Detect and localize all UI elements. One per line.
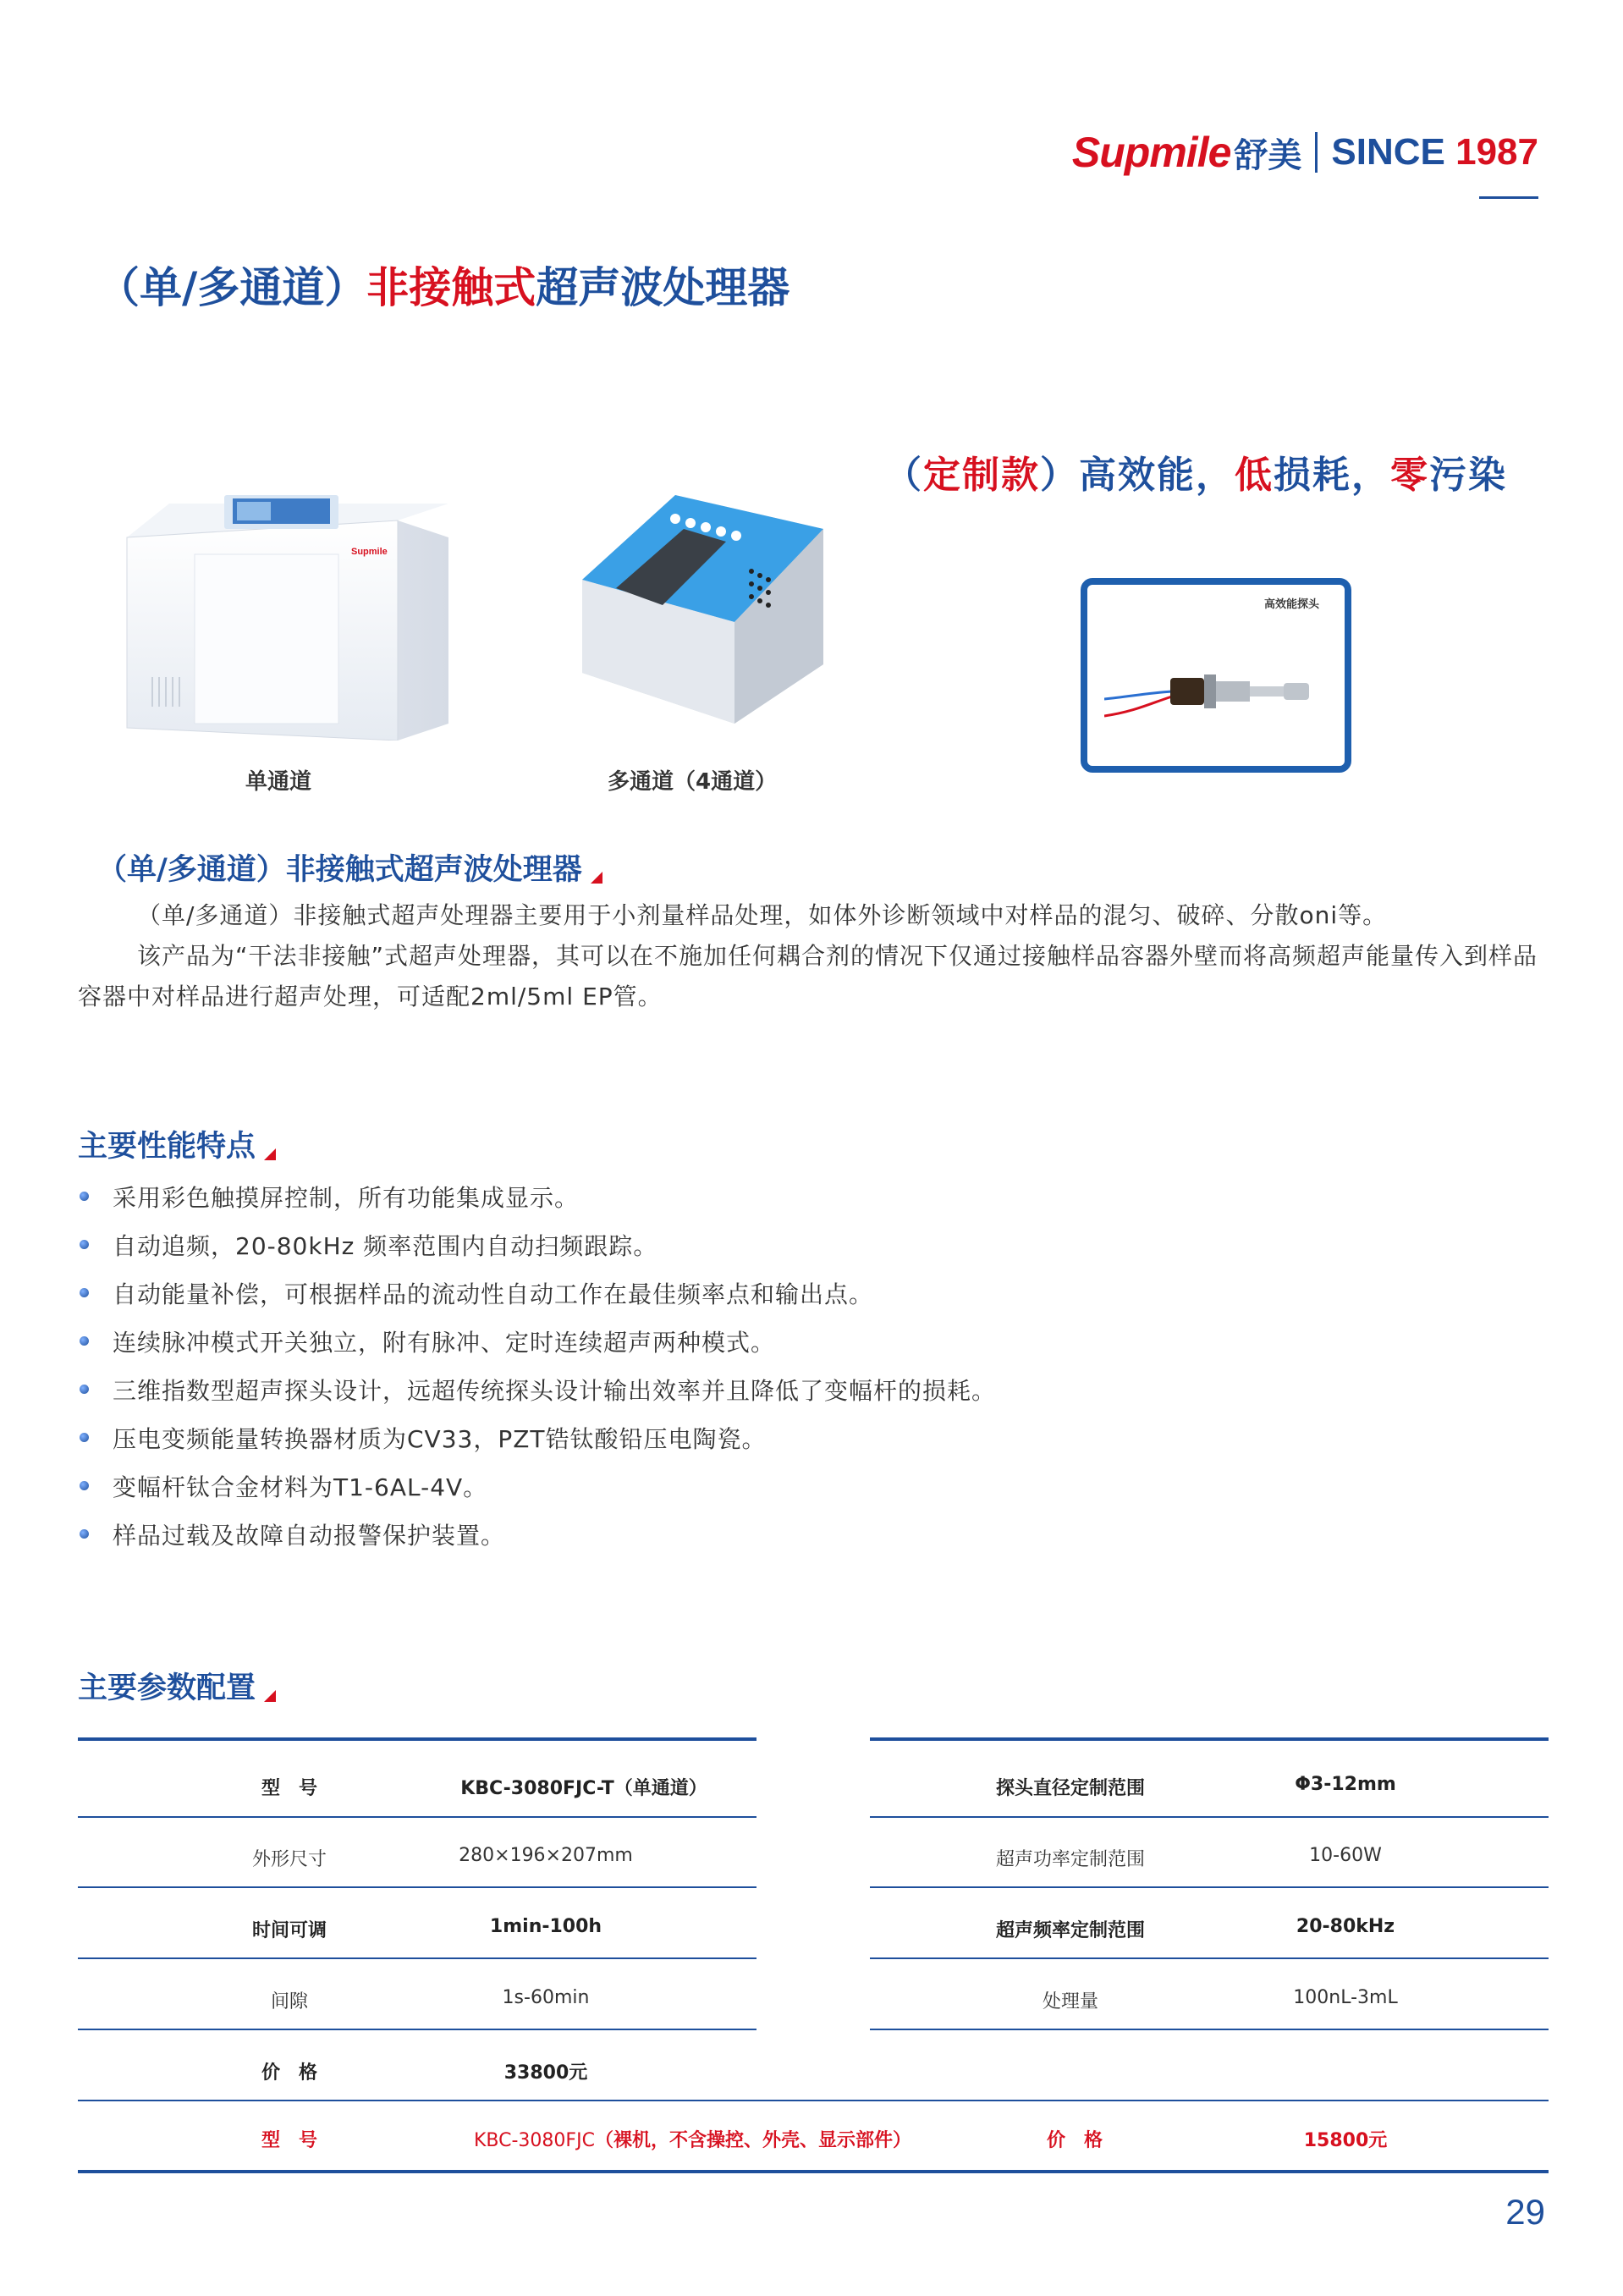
param-key: 间隙 bbox=[270, 1991, 308, 2012]
param-key: 外形尺寸 bbox=[251, 1849, 327, 1870]
table-top-rule-right bbox=[870, 1737, 1549, 1741]
intro-paragraph-2: 该产品为“干法非接触”式超声处理器，其可以在不施加任何耦合剂的情况下仅通过接触样品容器外壁而将高频超声能量传入到样品容器中对样品进行超声处理，可适配2ml/5ml EP管。 bbox=[78, 942, 1538, 1010]
bare-price-value: 15800元 bbox=[1303, 2130, 1388, 2151]
table-row-rule bbox=[78, 1816, 756, 1818]
bare-model-note: （裸机，不含操控、外壳、显示部件） bbox=[594, 2130, 911, 2151]
list-item bbox=[78, 1510, 1516, 1558]
param-key: 处理量 bbox=[1042, 1991, 1098, 2012]
single-channel-product-image bbox=[118, 487, 457, 741]
list-item bbox=[78, 1269, 1516, 1317]
param-value: 33800元 bbox=[503, 2062, 588, 2084]
table-row-rule bbox=[870, 1957, 1549, 1959]
table-row-rule bbox=[78, 2100, 1549, 2101]
slogan-part: 污染 bbox=[1429, 454, 1507, 497]
since-label: SINCE bbox=[1331, 131, 1445, 173]
list-item bbox=[78, 1220, 1516, 1269]
bare-model-code: KBC-3080FJC bbox=[474, 2130, 595, 2151]
bullet-icon bbox=[80, 1192, 89, 1201]
since-year: 1987 bbox=[1455, 131, 1538, 173]
brand-logo: Supmile bbox=[1071, 129, 1231, 176]
slogan-part: 定制款 bbox=[923, 454, 1040, 497]
brand-divider bbox=[1315, 132, 1318, 173]
slogan-part: 损耗， bbox=[1274, 454, 1390, 497]
bare-price-key: 价 格 bbox=[1046, 2130, 1103, 2151]
brand-since bbox=[1331, 131, 1538, 173]
features-heading bbox=[78, 1123, 276, 1165]
param-value: KBC-3080FJC-T（单通道） bbox=[460, 1778, 707, 1799]
probe-label: 高效能探头 bbox=[1263, 598, 1319, 611]
intro-heading-text: （单/多通道）非接触式超声波处理器 bbox=[97, 853, 582, 887]
table-row-rule bbox=[78, 2029, 756, 2030]
param-key: 价 格 bbox=[261, 2062, 317, 2084]
page-number: 29 bbox=[1505, 2192, 1545, 2232]
table-row-rule bbox=[870, 1886, 1549, 1888]
table-top-rule-left bbox=[78, 1737, 756, 1741]
list-item bbox=[78, 1462, 1516, 1510]
feature-text: 样品过载及故障自动报警保护装置。 bbox=[113, 1521, 506, 1550]
intro-paragraph-1: （单/多通道）非接触式超声处理器主要用于小剂量样品处理，如体外诊断领域中对样品的混匀、破碎、分散oni等。 bbox=[137, 901, 1388, 929]
param-key: 型 号 bbox=[261, 1778, 317, 1799]
table-row-rule bbox=[870, 1816, 1549, 1818]
multi-channel-caption: 多通道（4通道） bbox=[608, 769, 778, 795]
single-channel-caption: 单通道 bbox=[245, 769, 312, 795]
feature-text: 压电变频能量转换器材质为CV33，PZT锆钛酸铅压电陶瓷。 bbox=[113, 1424, 767, 1453]
bare-model-value bbox=[474, 2126, 948, 2152]
features-heading-text: 主要性能特点 bbox=[78, 1130, 256, 1164]
feature-text: 连续脉冲模式开关独立，附有脉冲、定时连续超声两种模式。 bbox=[113, 1328, 776, 1357]
feature-text: 三维指数型超声探头设计，远超传统探头设计输出效率并且降低了变幅杆的损耗。 bbox=[113, 1376, 997, 1405]
feature-text: 自动追频，20-80kHz 频率范围内自动扫频跟踪。 bbox=[113, 1231, 658, 1260]
param-key: 超声频率定制范围 bbox=[995, 1920, 1145, 1941]
params-heading-text: 主要参数配置 bbox=[78, 1671, 256, 1705]
multi-channel-product-image bbox=[582, 495, 823, 724]
bullet-icon bbox=[80, 1288, 89, 1297]
param-value: Φ3-12mm bbox=[1295, 1774, 1396, 1795]
bare-model-key: 型 号 bbox=[261, 2130, 317, 2151]
bullet-icon bbox=[80, 1481, 89, 1490]
bullet-icon bbox=[80, 1529, 89, 1539]
slogan bbox=[884, 444, 1507, 498]
header-rule bbox=[1479, 196, 1538, 199]
param-key: 超声功率定制范围 bbox=[995, 1849, 1145, 1870]
intro-heading bbox=[97, 846, 602, 889]
bullet-icon bbox=[80, 1433, 89, 1442]
feature-text: 采用彩色触摸屏控制，所有功能集成显示。 bbox=[113, 1183, 580, 1212]
device-brand-mark: Supmile bbox=[351, 547, 388, 557]
brand-cn-name: 舒美 bbox=[1234, 135, 1302, 175]
heading-marker bbox=[591, 872, 602, 884]
title-highlight: 非接触式 bbox=[366, 263, 536, 312]
param-value: 100nL-3mL bbox=[1293, 1987, 1398, 2008]
table-row-rule bbox=[78, 1957, 756, 1959]
page-title bbox=[97, 254, 789, 315]
param-key: 探头直径定制范围 bbox=[995, 1778, 1145, 1799]
bullet-icon bbox=[80, 1240, 89, 1249]
param-value: 10-60W bbox=[1309, 1845, 1382, 1866]
list-item bbox=[78, 1413, 1516, 1462]
bullet-icon bbox=[80, 1336, 89, 1346]
table-row-rule bbox=[78, 1886, 756, 1888]
slogan-part: 零 bbox=[1390, 454, 1429, 497]
param-key: 时间可调 bbox=[251, 1920, 327, 1941]
param-value: 1min-100h bbox=[489, 1916, 602, 1937]
bullet-icon bbox=[80, 1385, 89, 1394]
feature-text: 变幅杆钛合金材料为T1-6AL-4V。 bbox=[113, 1473, 488, 1501]
brand-header bbox=[1072, 127, 1538, 178]
list-item bbox=[78, 1365, 1516, 1413]
slogan-part: ）高效能， bbox=[1040, 454, 1235, 497]
heading-marker bbox=[264, 1148, 276, 1160]
param-value: 20-80kHz bbox=[1296, 1916, 1395, 1937]
param-value: 280×196×207mm bbox=[459, 1845, 633, 1866]
features-list bbox=[78, 1172, 1516, 1558]
probe-image-box bbox=[1081, 578, 1351, 773]
param-value: 1s-60min bbox=[502, 1987, 590, 2008]
title-suffix: 超声波处理器 bbox=[536, 263, 790, 312]
table-bottom-rule bbox=[78, 2170, 1549, 2173]
slogan-part: 低 bbox=[1235, 454, 1274, 497]
table-row-rule bbox=[870, 2029, 1549, 2030]
slogan-part: （ bbox=[884, 454, 923, 497]
list-item bbox=[78, 1317, 1516, 1365]
title-prefix: （单/多通道） bbox=[97, 263, 367, 312]
heading-marker bbox=[264, 1690, 276, 1702]
list-item bbox=[78, 1172, 1516, 1220]
feature-text: 自动能量补偿，可根据样品的流动性自动工作在最佳频率点和输出点。 bbox=[113, 1280, 874, 1308]
probe-image bbox=[1104, 619, 1329, 737]
params-heading bbox=[78, 1665, 276, 1707]
